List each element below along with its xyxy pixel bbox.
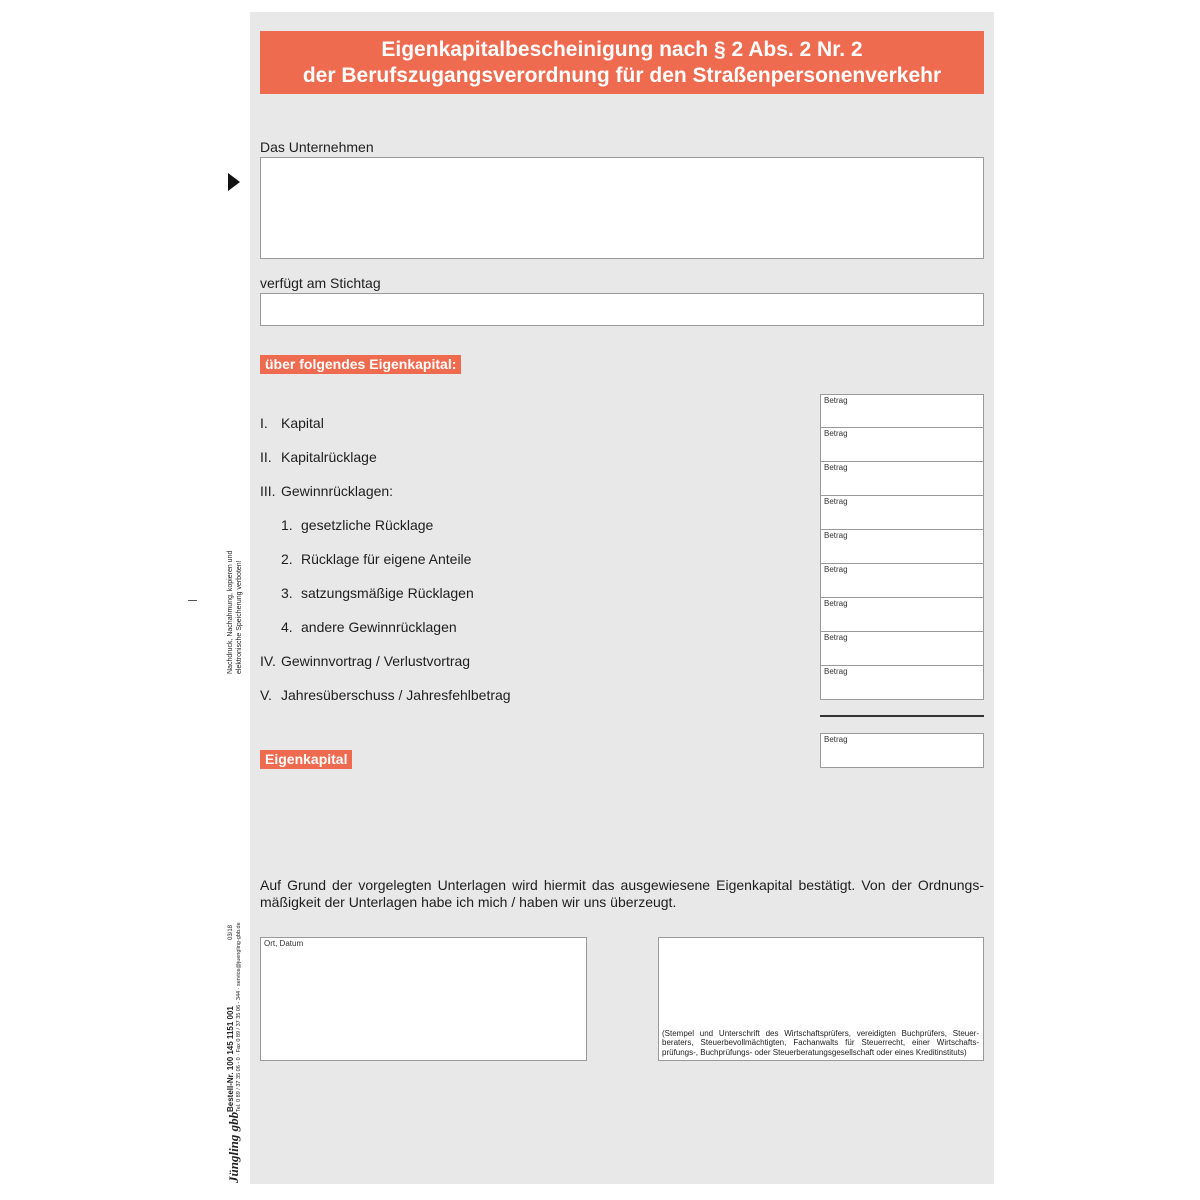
item-label: Jahresüberschuss / Jahresfehlbetrag: [281, 687, 511, 703]
item-label: Gewinnvortrag / Verlustvortrag: [281, 653, 471, 669]
order-number: Bestell-Nr. 100 145 1151 001: [226, 1006, 235, 1112]
amount-caption: Betrag: [824, 565, 848, 574]
item-label: Gewinnrücklagen:: [281, 483, 394, 499]
title-line-2: der Berufszugangsverordnung für den Straßenpersonenverkehr: [302, 63, 942, 87]
amount-field-andere-gewinnruecklagen[interactable]: [820, 598, 984, 632]
item-label: Rücklage für eigene Anteile: [301, 551, 472, 567]
item-number: 3.: [281, 585, 293, 601]
item-gesetzliche-ruecklage: [281, 517, 433, 533]
item-number: V.: [260, 687, 272, 703]
company-field[interactable]: [260, 157, 984, 259]
item-jahresueberschuss: [260, 687, 511, 703]
amount-caption: Betrag: [824, 463, 848, 472]
amount-field-kapitalruecklage[interactable]: [820, 428, 984, 462]
amount-caption: Betrag: [824, 633, 848, 642]
item-number: 1.: [281, 517, 293, 533]
amount-caption: Betrag: [824, 429, 848, 438]
item-gewinnruecklagen: [260, 483, 393, 499]
confirmation-statement: Auf Grund der vorgelegten Unterlagen wird hiermit das ausgewiesene Eigenkapital bestätigt. Von der Ordnungs-mäßigkeit der Unterlagen habe ich mich / haben wir uns überzeugt.: [260, 877, 984, 910]
title-line-1: Eigenkapitalbescheinigung nach § 2 Abs. 2 Nr. 2: [381, 37, 863, 61]
item-andere-gewinnruecklagen: [281, 619, 457, 635]
amount-field-gesetzliche-ruecklage[interactable]: [820, 496, 984, 530]
item-kapitalruecklage: [260, 449, 377, 465]
item-label: Kapitalrücklage: [281, 449, 377, 465]
item-label: satzungsmäßige Rücklagen: [301, 585, 474, 601]
amount-caption: Betrag: [824, 735, 848, 744]
amount-field-gewinnvortrag[interactable]: [820, 632, 984, 666]
punch-mark: [188, 600, 197, 601]
item-number: IV.: [260, 653, 276, 669]
deadline-label: verfügt am Stichtag: [260, 275, 381, 291]
item-label: gesetzliche Rücklage: [301, 517, 434, 533]
total-label: Eigenkapital: [260, 750, 352, 769]
item-number: I.: [260, 415, 268, 431]
amount-caption: Betrag: [824, 531, 848, 540]
copyright-notice: [226, 551, 244, 674]
item-label: Kapital: [281, 415, 324, 431]
copyright-notice-line-1: Nachdruck, Nachahmung, kopieren und: [227, 550, 234, 674]
amount-column: [820, 394, 984, 700]
form-title: [260, 31, 984, 94]
deadline-field[interactable]: [260, 293, 984, 326]
item-satzungsmaessige-ruecklagen: [281, 585, 474, 601]
copyright-notice-line-2: elektronische Speicherung verboten!: [236, 560, 243, 674]
item-number: II.: [260, 449, 272, 465]
amount-caption: Betrag: [824, 667, 848, 676]
amount-field-jahresueberschuss[interactable]: [820, 666, 984, 700]
publisher-contact: Tel. 0 89 / 37 35 06 - 0 · Fax 0 89 / 37 35 06 - 344 · service@juengling-gbb.de: [236, 922, 242, 1112]
amount-field-ruecklage-eigene-anteile[interactable]: [820, 530, 984, 564]
amount-caption: Betrag: [824, 599, 848, 608]
publisher-logo: Jüngling gbb: [226, 1111, 241, 1183]
amount-field-gewinnruecklagen[interactable]: [820, 462, 984, 496]
item-gewinnvortrag: [260, 653, 470, 669]
sum-rule: [820, 715, 984, 717]
signature-field[interactable]: [658, 937, 984, 1061]
amount-field-eigenkapital[interactable]: [820, 733, 984, 768]
place-date-label: Ort, Datum: [264, 939, 304, 948]
amount-caption: Betrag: [824, 396, 848, 405]
equity-section-label: über folgendes Eigenkapital:: [260, 355, 461, 374]
item-label: andere Gewinnrücklagen: [301, 619, 457, 635]
item-number: III.: [260, 483, 276, 499]
amount-field-kapital[interactable]: [820, 394, 984, 428]
fold-marker-icon: [228, 173, 240, 191]
item-kapital: [260, 415, 324, 431]
place-date-field[interactable]: [260, 937, 587, 1061]
amount-caption: Betrag: [824, 497, 848, 506]
item-ruecklage-eigene-anteile: [281, 551, 471, 567]
item-number: 2.: [281, 551, 293, 567]
signature-caption: (Stempel und Unterschrift des Wirtschaftsprüfers, vereidigten Buchprüfers, Steuer-beraters, Steuerbevollmächtigten, Fachanwalts für Steuerrecht, einer Wirtschafts-prüfungs-, Buchprüfungs- oder Steuerberatungsgesellschaft oder eines Kreditinstituts): [662, 1028, 979, 1057]
order-info: [226, 922, 243, 1112]
company-label: Das Unternehmen: [260, 139, 374, 155]
amount-field-satzungsmaessige-ruecklagen[interactable]: [820, 564, 984, 598]
item-number: 4.: [281, 619, 293, 635]
form-version: 03/18: [228, 924, 234, 940]
